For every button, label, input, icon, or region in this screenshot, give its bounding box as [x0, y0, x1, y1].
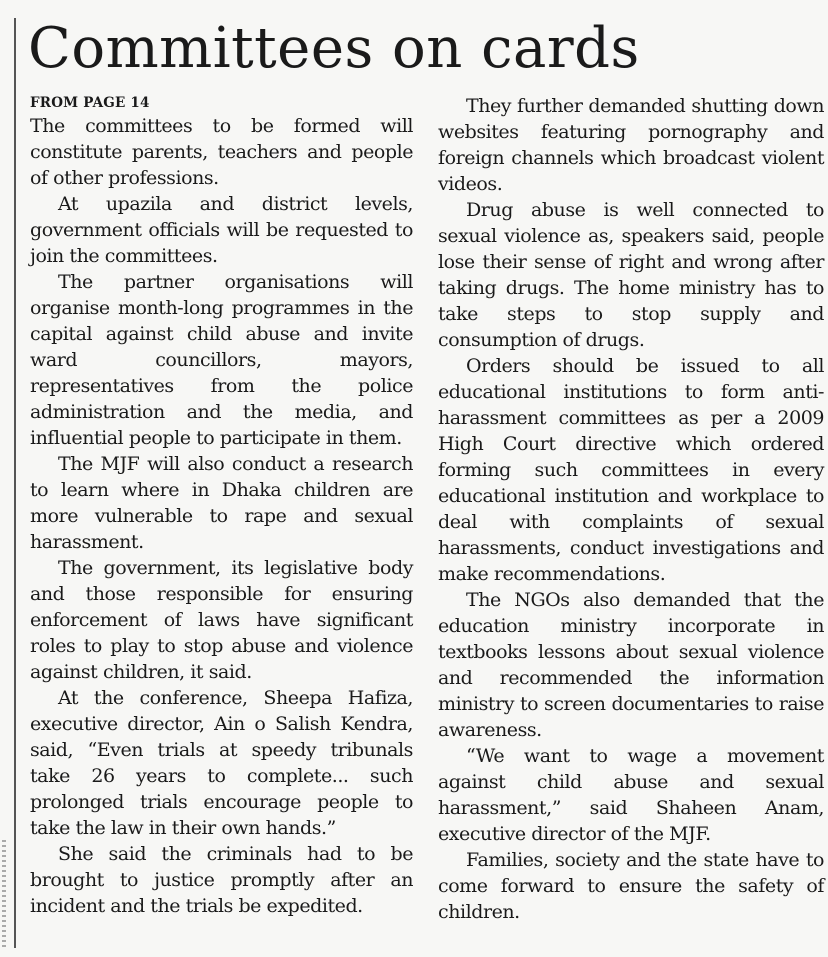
left-column: [30, 93, 413, 919]
paragraph: She said the criminals had to be brought to justice promptly after an incident and the trials be expedited.: [30, 843, 413, 917]
paragraph: The MJF will also conduct a research to learn where in Dhaka children are more vulnerable to rape and sexual harassment.: [30, 453, 413, 553]
paragraph: They further demanded shutting down websites featuring pornography and foreign channels which broadcast violent videos.: [438, 95, 824, 195]
right-column: [438, 93, 824, 925]
paragraph: The committees to be formed will constitute parents, teachers and people of other professions.: [30, 115, 413, 189]
paragraph: Drug abuse is well connected to sexual violence as, speakers said, people lose their sense of right and wrong after taking drugs. The home ministry has to take steps to stop supply and consumption of drugs.: [438, 199, 824, 351]
jump-line: FROM PAGE 14: [30, 95, 150, 111]
page-edge-marks: [2, 840, 6, 950]
paragraph: Orders should be issued to all educational institutions to form anti-harassment committees as per a 2009 High Court directive which ordered forming such committees in every educational institution and workplace to deal with complaints of sexual harassments, conduct investigations and make recommendations.: [438, 355, 824, 585]
column-rule: [14, 18, 16, 948]
paragraph: “We want to wage a movement against child abuse and sexual harassment,” said Shaheen Anam, executive director of the MJF.: [438, 745, 824, 845]
paragraph: At the conference, Sheepa Hafiza, executive director, Ain o Salish Kendra, said, “Even trials at speedy tribunals take 26 years to complete... such prolonged trials encourage people to take the law in their own hands.”: [30, 687, 413, 839]
paragraph: The NGOs also demanded that the education ministry incorporate in textbooks lessons about sexual violence and recommended the information ministry to screen documentaries to raise awareness.: [438, 589, 824, 741]
paragraph: Families, society and the state have to come forward to ensure the safety of children.: [438, 849, 824, 923]
paragraph: The government, its legislative body and those responsible for ensuring enforcement of laws have significant roles to play to stop abuse and violence against children, it said.: [30, 557, 413, 683]
headline: Committees on cards: [28, 16, 640, 81]
paragraph: At upazila and district levels, government officials will be requested to join the committees.: [30, 193, 413, 267]
paragraph: The partner organisations will organise month-long programmes in the capital against child abuse and invite ward councillors, mayors, representatives from the police administration and the media, and influential people to participate in them.: [30, 271, 413, 449]
